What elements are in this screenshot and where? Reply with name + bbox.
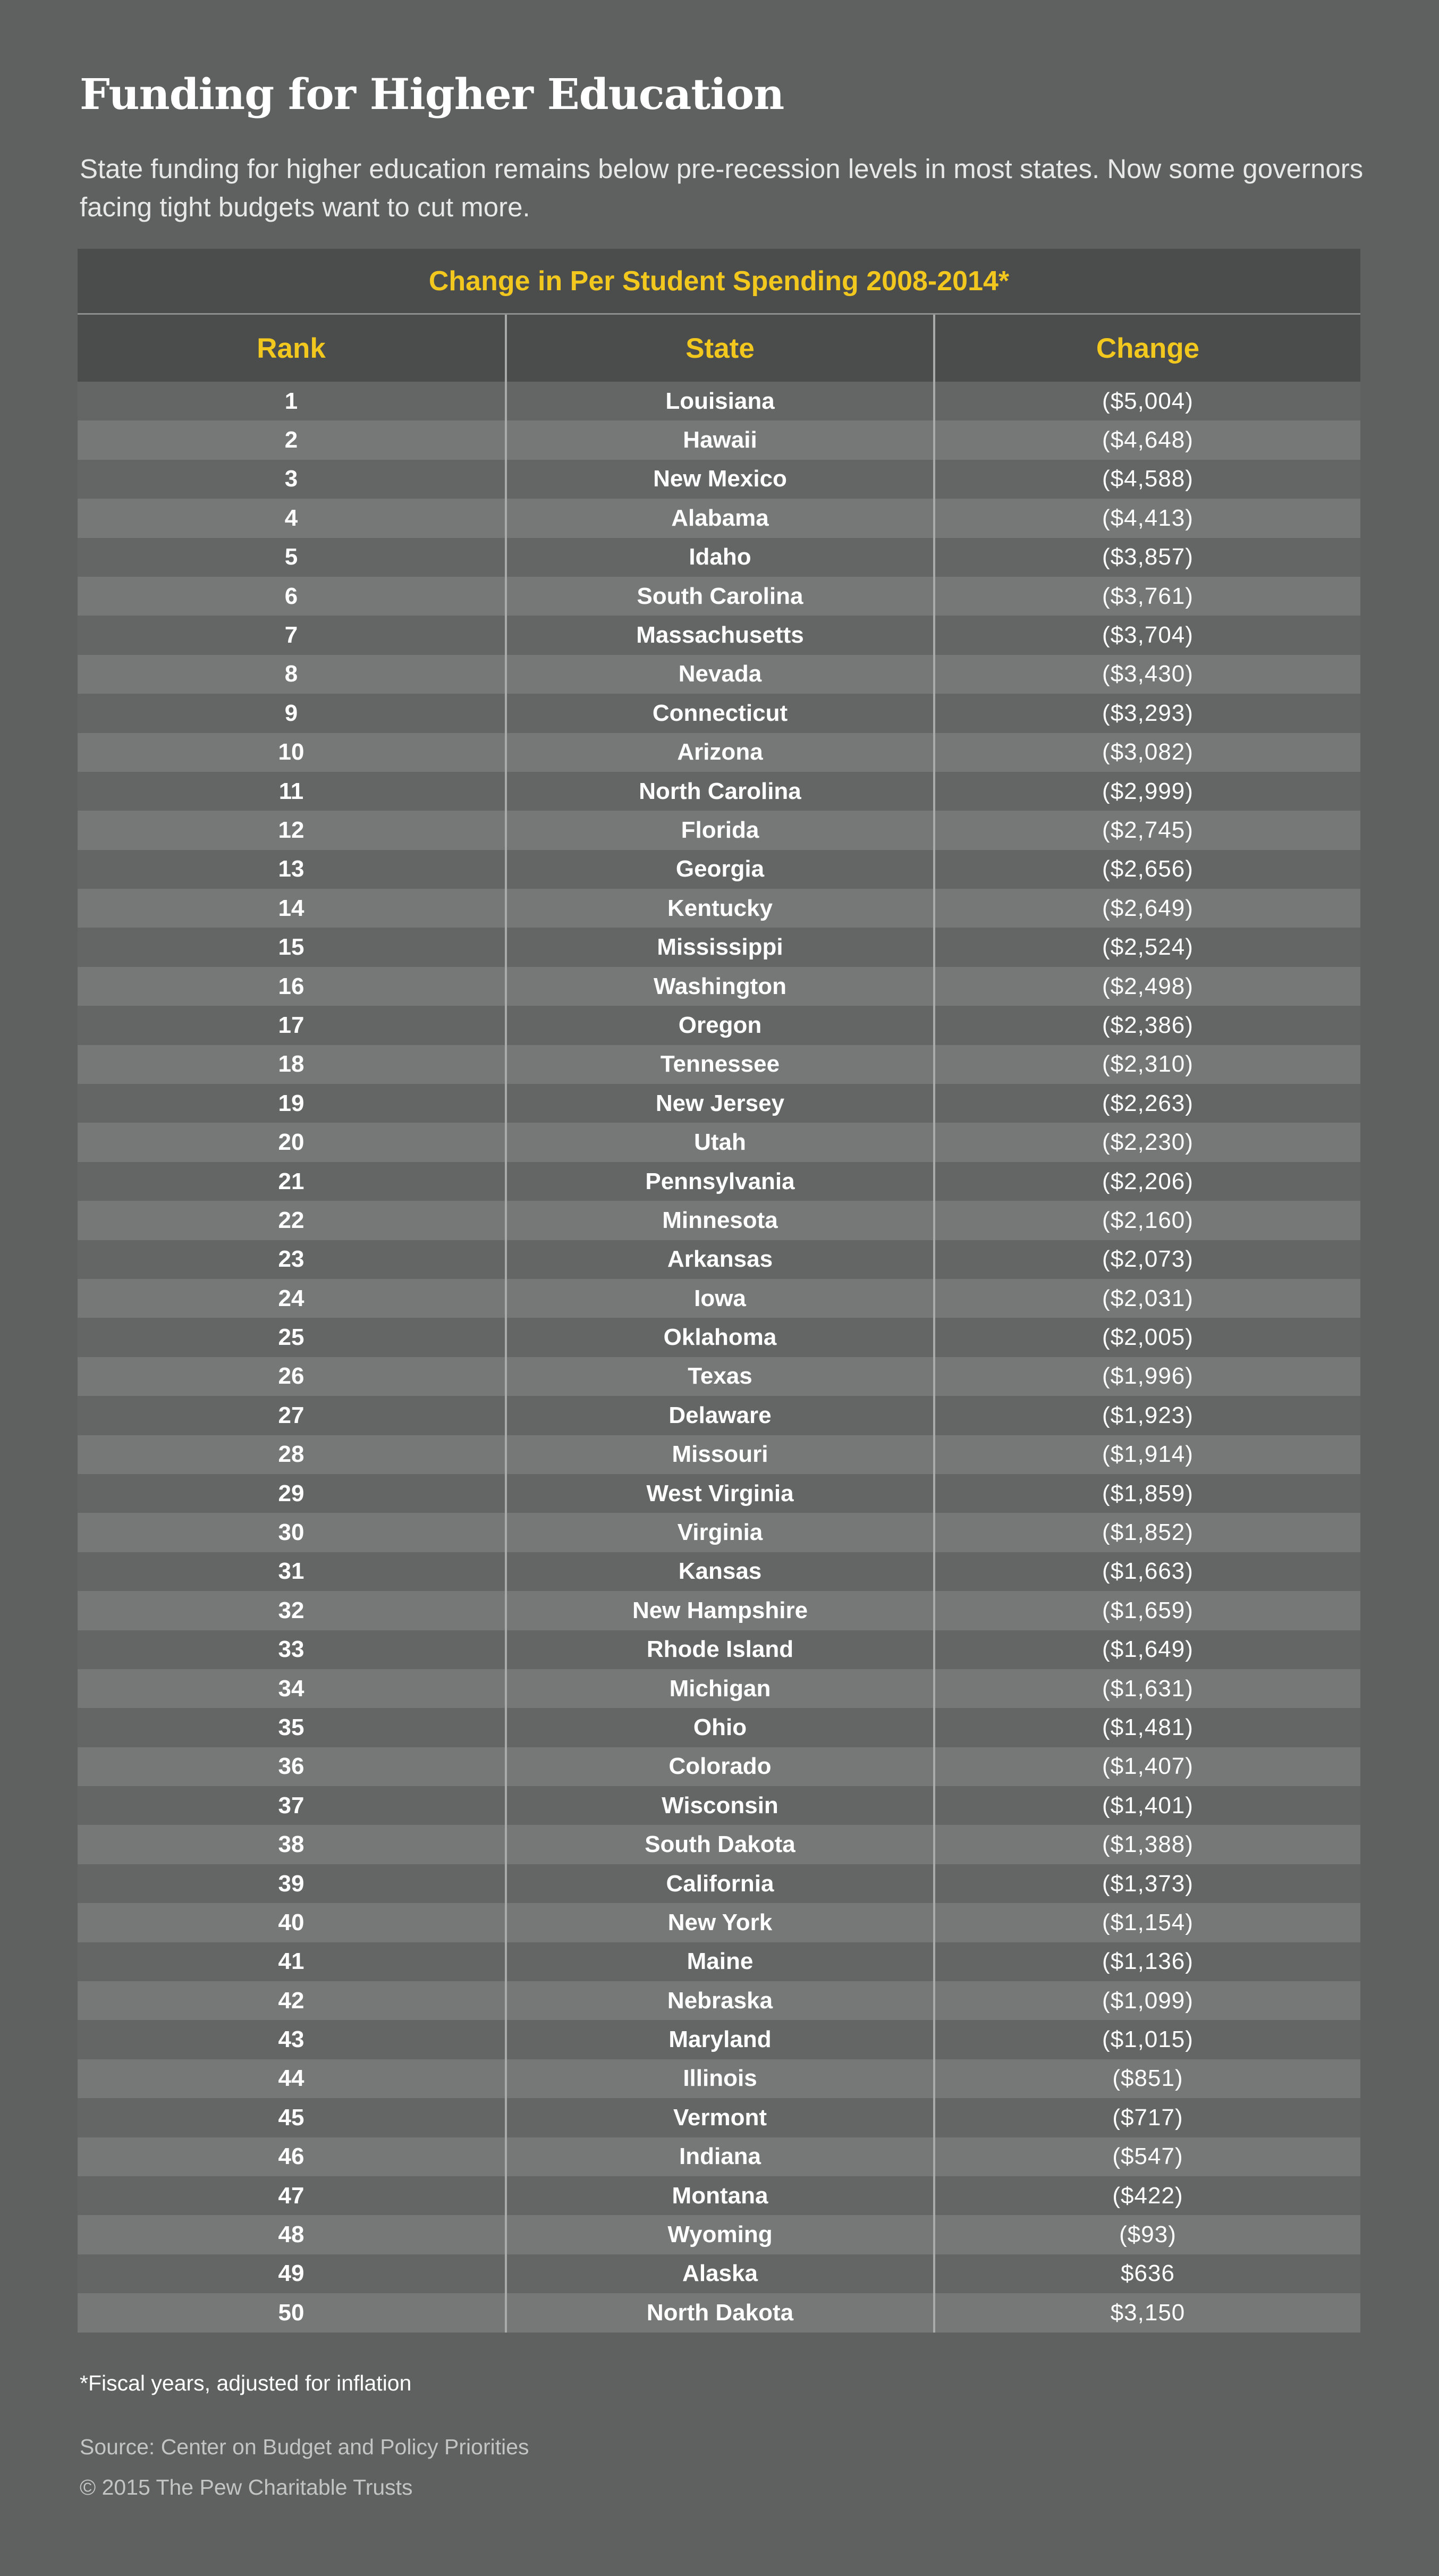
table-row: [78, 1981, 1360, 2020]
rank-cell: 43: [278, 2026, 304, 2053]
change-cell: ($2,073): [933, 1240, 1360, 1279]
source-note: Source: Center on Budget and Policy Priorities: [80, 2435, 529, 2459]
table-row: [78, 1591, 1360, 1630]
table-row: [78, 694, 1360, 733]
change-cell: ($3,293): [933, 694, 1360, 733]
table-row: [78, 1942, 1360, 1981]
table-row: [78, 499, 1360, 537]
table-row: [78, 2098, 1360, 2137]
change-cell: ($2,524): [933, 928, 1360, 966]
rank-cell: 23: [278, 1246, 304, 1273]
rank-cell: 20: [278, 1129, 304, 1156]
change-cell: ($422): [933, 2176, 1360, 2215]
table-row: [78, 2293, 1360, 2332]
rank-cell: 6: [284, 583, 298, 609]
rank-cell: 13: [278, 856, 304, 882]
table-row: [78, 928, 1360, 966]
change-cell: ($1,407): [933, 1747, 1360, 1786]
change-cell: ($3,082): [933, 733, 1360, 772]
change-cell: ($4,413): [933, 499, 1360, 537]
rank-cell: 24: [278, 1285, 304, 1311]
state-cell: Massachusetts: [505, 616, 933, 654]
change-cell: ($2,005): [933, 1318, 1360, 1357]
state-cell: North Dakota: [505, 2293, 933, 2332]
rank-cell: 17: [278, 1012, 304, 1038]
page-subtitle: State funding for higher education remains below pre-recession levels in most states. Now some governors facing tight budgets want to cut more.: [80, 154, 1364, 222]
change-cell: ($1,859): [933, 1474, 1360, 1513]
table-row: [78, 1201, 1360, 1240]
rank-cell: 8: [284, 661, 298, 687]
rank-cell: 50: [278, 2299, 304, 2326]
rank-cell: 7: [284, 622, 298, 649]
change-cell: $636: [933, 2254, 1360, 2293]
change-cell: ($1,996): [933, 1357, 1360, 1396]
rank-cell: 19: [278, 1090, 304, 1116]
change-cell: ($1,136): [933, 1942, 1360, 1981]
rank-cell: 25: [278, 1324, 304, 1351]
state-cell: Connecticut: [505, 694, 933, 733]
rank-cell: 21: [278, 1168, 304, 1194]
table-row: [78, 2254, 1360, 2293]
state-cell: Virginia: [505, 1513, 933, 1552]
change-cell: ($1,663): [933, 1552, 1360, 1591]
rank-cell: 42: [278, 1987, 304, 2014]
change-cell: ($2,386): [933, 1006, 1360, 1045]
change-cell: ($1,659): [933, 1591, 1360, 1630]
rank-cell: 22: [278, 1207, 304, 1233]
table-row: [78, 2059, 1360, 2098]
rank-cell: 41: [278, 1948, 304, 1975]
state-cell: Rhode Island: [505, 1630, 933, 1669]
state-cell: South Carolina: [505, 577, 933, 616]
change-cell: ($3,430): [933, 655, 1360, 694]
change-cell: ($2,745): [933, 811, 1360, 849]
state-cell: New York: [505, 1903, 933, 1942]
footnote: *Fiscal years, adjusted for inflation: [80, 2371, 412, 2395]
table-row: [78, 1474, 1360, 1513]
change-cell: ($1,401): [933, 1786, 1360, 1825]
page-title: Funding for Higher Education: [80, 69, 784, 119]
table-row: [78, 1708, 1360, 1747]
table-row: [78, 1357, 1360, 1396]
state-cell: Illinois: [505, 2059, 933, 2098]
rank-cell: 14: [278, 895, 304, 921]
table-row: [78, 1669, 1360, 1708]
state-cell: North Carolina: [505, 772, 933, 811]
change-cell: ($1,388): [933, 1825, 1360, 1864]
change-cell: ($93): [933, 2215, 1360, 2254]
table-row: [78, 889, 1360, 928]
state-cell: Oklahoma: [505, 1318, 933, 1357]
rank-cell: 49: [278, 2260, 304, 2287]
table-row: [78, 1045, 1360, 1084]
change-cell: ($2,498): [933, 967, 1360, 1006]
state-cell: Wyoming: [505, 2215, 933, 2254]
rank-cell: 3: [284, 466, 298, 492]
change-cell: ($1,649): [933, 1630, 1360, 1669]
state-cell: Georgia: [505, 850, 933, 889]
change-cell: ($547): [933, 2137, 1360, 2176]
copyright-note: © 2015 The Pew Charitable Trusts: [80, 2475, 413, 2499]
state-cell: California: [505, 1864, 933, 1903]
rank-cell: 28: [278, 1441, 304, 1468]
table-row: [78, 382, 1360, 420]
change-cell: ($2,310): [933, 1045, 1360, 1084]
state-cell: Ohio: [505, 1708, 933, 1747]
table-row: [78, 616, 1360, 654]
state-cell: New Mexico: [505, 460, 933, 499]
table-row: [78, 1552, 1360, 1591]
rank-cell: 29: [278, 1480, 304, 1506]
table-row: [78, 1318, 1360, 1357]
state-cell: Michigan: [505, 1669, 933, 1708]
state-cell: West Virginia: [505, 1474, 933, 1513]
table-row: [78, 538, 1360, 577]
table-row: [78, 460, 1360, 499]
rank-cell: 30: [278, 1519, 304, 1546]
change-cell: ($1,923): [933, 1396, 1360, 1435]
rank-cell: 40: [278, 1909, 304, 1935]
column-header-rank: Rank: [257, 332, 326, 364]
state-cell: Montana: [505, 2176, 933, 2215]
rank-cell: 27: [278, 1402, 304, 1428]
spending-table: [78, 249, 1360, 2333]
change-cell: ($2,263): [933, 1084, 1360, 1123]
change-cell: ($2,031): [933, 1279, 1360, 1318]
change-cell: ($1,373): [933, 1864, 1360, 1903]
table-body: [78, 382, 1360, 2333]
table-row: [78, 1513, 1360, 1552]
change-cell: ($3,857): [933, 538, 1360, 577]
state-cell: Arkansas: [505, 1240, 933, 1279]
table-row: [78, 2020, 1360, 2059]
table-row: [78, 733, 1360, 772]
change-cell: ($717): [933, 2098, 1360, 2137]
rank-cell: 34: [278, 1675, 304, 1702]
rank-cell: 5: [284, 544, 298, 570]
change-cell: ($5,004): [933, 382, 1360, 420]
table-row: [78, 420, 1360, 459]
state-cell: Louisiana: [505, 382, 933, 420]
state-cell: Wisconsin: [505, 1786, 933, 1825]
table-row: [78, 772, 1360, 811]
rank-cell: 37: [278, 1792, 304, 1819]
change-cell: ($4,588): [933, 460, 1360, 499]
state-cell: Iowa: [505, 1279, 933, 1318]
table-row: [78, 655, 1360, 694]
table-row: [78, 1786, 1360, 1825]
table-row: [78, 1396, 1360, 1435]
state-cell: Minnesota: [505, 1201, 933, 1240]
rank-cell: 18: [278, 1051, 304, 1077]
change-cell: ($3,704): [933, 616, 1360, 654]
table-row: [78, 1006, 1360, 1045]
change-cell: ($2,230): [933, 1123, 1360, 1161]
change-cell: ($2,656): [933, 850, 1360, 889]
rank-cell: 32: [278, 1597, 304, 1623]
state-cell: Indiana: [505, 2137, 933, 2176]
table-row: [78, 2176, 1360, 2215]
rank-cell: 2: [284, 427, 298, 453]
table-header-row: [78, 315, 1360, 382]
state-cell: Oregon: [505, 1006, 933, 1045]
table-row: [78, 811, 1360, 849]
table-row: [78, 1630, 1360, 1669]
state-cell: Nebraska: [505, 1981, 933, 2020]
table-row: [78, 2215, 1360, 2254]
table-row: [78, 1123, 1360, 1161]
state-cell: New Jersey: [505, 1084, 933, 1123]
state-cell: Florida: [505, 811, 933, 849]
change-cell: ($1,154): [933, 1903, 1360, 1942]
state-cell: Maryland: [505, 2020, 933, 2059]
rank-cell: 1: [284, 388, 298, 414]
rank-cell: 11: [278, 778, 304, 804]
rank-cell: 39: [278, 1870, 304, 1897]
change-cell: $3,150: [933, 2293, 1360, 2332]
state-cell: Kansas: [505, 1552, 933, 1591]
change-cell: ($1,914): [933, 1435, 1360, 1474]
rank-cell: 47: [278, 2182, 304, 2209]
table-row: [78, 967, 1360, 1006]
table-row: [78, 1435, 1360, 1474]
change-cell: ($1,099): [933, 1981, 1360, 2020]
change-cell: ($1,631): [933, 1669, 1360, 1708]
change-cell: ($2,206): [933, 1162, 1360, 1201]
state-cell: Arizona: [505, 733, 933, 772]
state-cell: Colorado: [505, 1747, 933, 1786]
state-cell: Washington: [505, 967, 933, 1006]
state-cell: Kentucky: [505, 889, 933, 928]
column-header-change: Change: [933, 315, 1360, 382]
change-cell: ($1,481): [933, 1708, 1360, 1747]
state-cell: Delaware: [505, 1396, 933, 1435]
change-cell: ($1,015): [933, 2020, 1360, 2059]
rank-cell: 4: [284, 504, 298, 531]
change-cell: ($851): [933, 2059, 1360, 2098]
table-row: [78, 1162, 1360, 1201]
table-row: [78, 1903, 1360, 1942]
table-row: [78, 1747, 1360, 1786]
state-cell: Mississippi: [505, 928, 933, 966]
change-cell: ($1,852): [933, 1513, 1360, 1552]
state-cell: Tennessee: [505, 1045, 933, 1084]
table-row: [78, 1864, 1360, 1903]
table-row: [78, 2137, 1360, 2176]
table-row: [78, 1240, 1360, 1279]
rank-cell: 38: [278, 1831, 304, 1858]
rank-cell: 48: [278, 2221, 304, 2248]
change-cell: ($2,999): [933, 772, 1360, 811]
rank-cell: 33: [278, 1636, 304, 1663]
rank-cell: 46: [278, 2143, 304, 2170]
rank-cell: 16: [278, 973, 304, 999]
table-row: [78, 1084, 1360, 1123]
rank-cell: 9: [284, 700, 298, 726]
state-cell: Maine: [505, 1942, 933, 1981]
rank-cell: 35: [278, 1714, 304, 1740]
rank-cell: 26: [278, 1363, 304, 1390]
table-row: [78, 577, 1360, 616]
state-cell: Hawaii: [505, 420, 933, 459]
table-title: Change in Per Student Spending 2008-2014*: [78, 249, 1360, 315]
state-cell: Pennsylvania: [505, 1162, 933, 1201]
state-cell: Alaska: [505, 2254, 933, 2293]
table-row: [78, 850, 1360, 889]
column-header-state: State: [505, 315, 933, 382]
state-cell: Utah: [505, 1123, 933, 1161]
state-cell: South Dakota: [505, 1825, 933, 1864]
rank-cell: 10: [278, 739, 304, 765]
change-cell: ($3,761): [933, 577, 1360, 616]
change-cell: ($2,160): [933, 1201, 1360, 1240]
state-cell: New Hampshire: [505, 1591, 933, 1630]
state-cell: Alabama: [505, 499, 933, 537]
rank-cell: 44: [278, 2065, 304, 2092]
state-cell: Missouri: [505, 1435, 933, 1474]
rank-cell: 45: [278, 2104, 304, 2131]
table-row: [78, 1825, 1360, 1864]
change-cell: ($4,648): [933, 420, 1360, 459]
table-row: [78, 1279, 1360, 1318]
rank-cell: 31: [278, 1558, 304, 1585]
state-cell: Nevada: [505, 655, 933, 694]
state-cell: Idaho: [505, 538, 933, 577]
rank-cell: 36: [278, 1753, 304, 1780]
state-cell: Vermont: [505, 2098, 933, 2137]
rank-cell: 12: [278, 816, 304, 843]
rank-cell: 15: [278, 934, 304, 961]
state-cell: Texas: [505, 1357, 933, 1396]
change-cell: ($2,649): [933, 889, 1360, 928]
